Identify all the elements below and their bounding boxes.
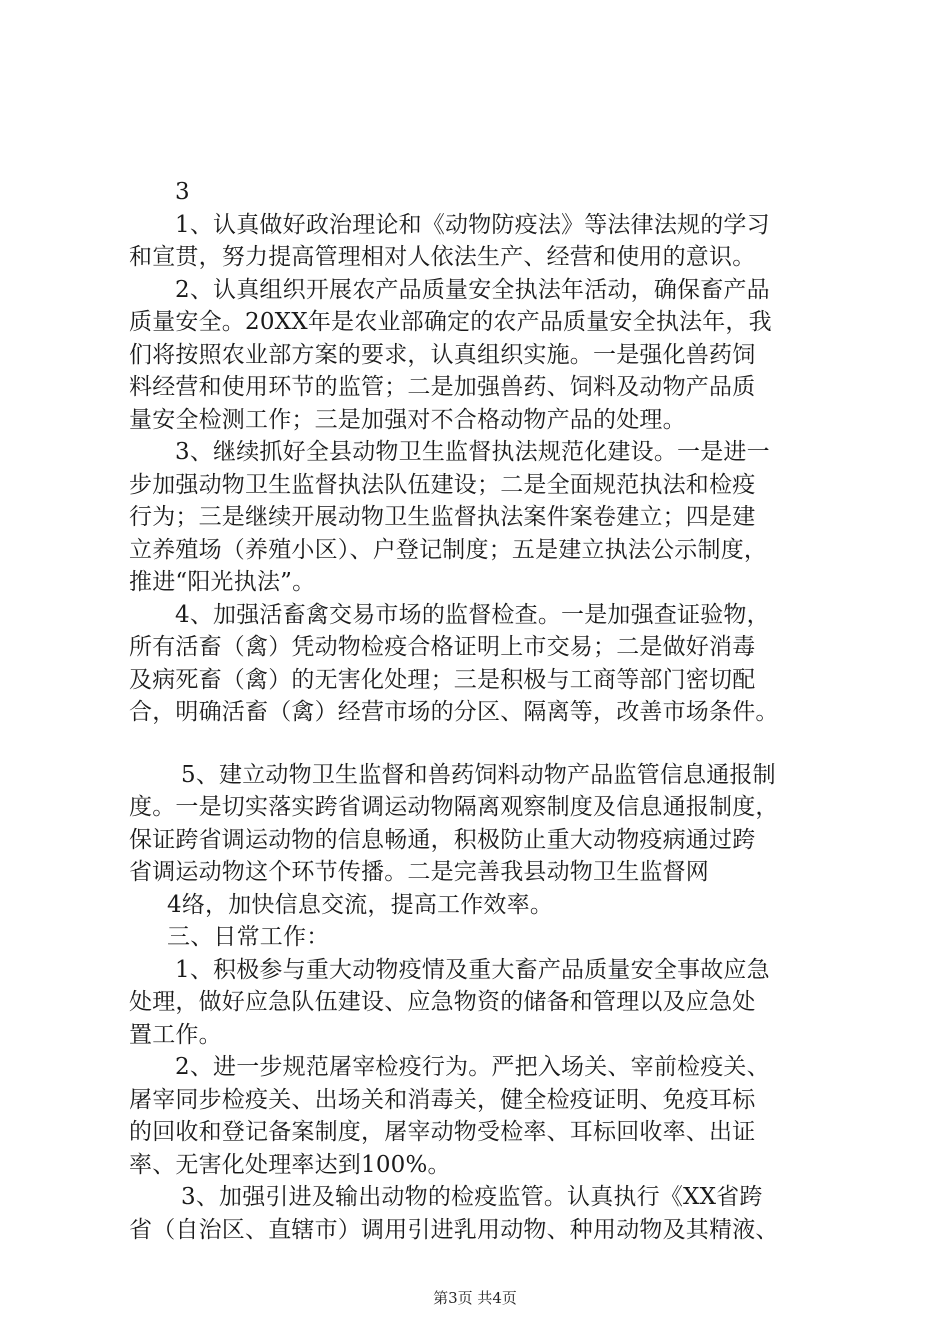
paragraph-line: 质量安全。20XX年是农业部确定的农产品质量安全执法年，我 bbox=[129, 309, 772, 335]
paragraph-line: 3、加强引进及输出动物的检疫监管。认真执行《XX省跨 bbox=[181, 1184, 763, 1210]
paragraph-line: 处理，做好应急队伍建设、应急物资的储备和管理以及应急处 bbox=[129, 989, 756, 1015]
paragraph-line: 所有活畜（禽）凭动物检疫合格证明上市交易；二是做好消毒 bbox=[129, 634, 756, 660]
document-body bbox=[129, 176, 831, 1246]
paragraph-line: 量安全检测工作；三是加强对不合格动物产品的处理。 bbox=[129, 406, 686, 433]
paragraph-line: 5、建立动物卫生监督和兽药饲料动物产品监管信息通报制 bbox=[181, 761, 776, 788]
paragraph-line: 推进“阳光执法”。 bbox=[129, 569, 316, 595]
paragraph-line: 料经营和使用环节的监管；二是加强兽药、饲料及动物产品质 bbox=[129, 374, 756, 400]
paragraph-line: 行为；三是继续开展动物卫生监督执法案件案卷建立；四是建 bbox=[129, 504, 756, 530]
paragraph-line: 1、积极参与重大动物疫情及重大畜产品质量安全事故应急 bbox=[175, 956, 770, 983]
paragraph-line: 置工作。 bbox=[129, 1021, 222, 1048]
paragraph-line: 和宣贯，努力提高管理相对人依法生产、经营和使用的意识。 bbox=[129, 244, 756, 270]
paragraph-line: 合，明确活畜（禽）经营市场的分区、隔离等，改善市场条件。 bbox=[129, 699, 779, 725]
paragraph-line: 4络，加快信息交流，提高工作效率。 bbox=[167, 891, 554, 918]
paragraph-line: 2、进一步规范屠宰检疫行为。严把入场关、宰前检疫关、 bbox=[175, 1054, 770, 1080]
page-number-marker: 3 bbox=[175, 179, 190, 205]
paragraph-line: 1、认真做好政治理论和《动物防疫法》等法律法规的学习 bbox=[175, 211, 770, 238]
paragraph-line: 率、无害化处理率达到100%。 bbox=[129, 1151, 451, 1178]
paragraph-line: 3、继续抓好全县动物卫生监督执法规范化建设。一是进一 bbox=[175, 439, 770, 465]
paragraph-line: 的回收和登记备案制度，屠宰动物受检率、耳标回收率、出证 bbox=[129, 1119, 756, 1145]
paragraph-line: 省调运动物这个环节传播。二是完善我县动物卫生监督网 bbox=[129, 859, 709, 885]
paragraph-line: 立养殖场（养殖小区）、户登记制度；五是建立执法公示制度， bbox=[129, 536, 768, 563]
paragraph-line: 保证跨省调运动物的信息畅通，积极防止重大动物疫病通过跨 bbox=[129, 826, 756, 853]
paragraph-line: 屠宰同步检疫关、出场关和消毒关，健全检疫证明、免疫耳标 bbox=[129, 1086, 756, 1113]
section-heading: 三、日常工作： bbox=[167, 924, 330, 950]
paragraph-line: 省（自治区、直辖市）调用引进乳用动物、种用动物及其精液、 bbox=[129, 1216, 779, 1243]
paragraph-line: 们将按照农业部方案的要求，认真组织实施。一是强化兽药饲 bbox=[129, 341, 756, 368]
paragraph-line: 步加强动物卫生监督执法队伍建设；二是全面规范执法和检疫 bbox=[129, 471, 756, 498]
page-footer: 第3页 共4页 bbox=[433, 1289, 517, 1307]
paragraph-line: 4、加强活畜禽交易市场的监督检查。一是加强查证验物， bbox=[175, 601, 770, 628]
paragraph-line: 2、认真组织开展农产品质量安全执法年活动，确保畜产品 bbox=[175, 276, 770, 303]
paragraph-line: 度。一是切实落实跨省调运动物隔离观察制度及信息通报制度， bbox=[129, 794, 779, 820]
paragraph-gap bbox=[129, 729, 831, 759]
paragraph-line: 及病死畜（禽）的无害化处理；三是积极与工商等部门密切配 bbox=[129, 666, 756, 693]
